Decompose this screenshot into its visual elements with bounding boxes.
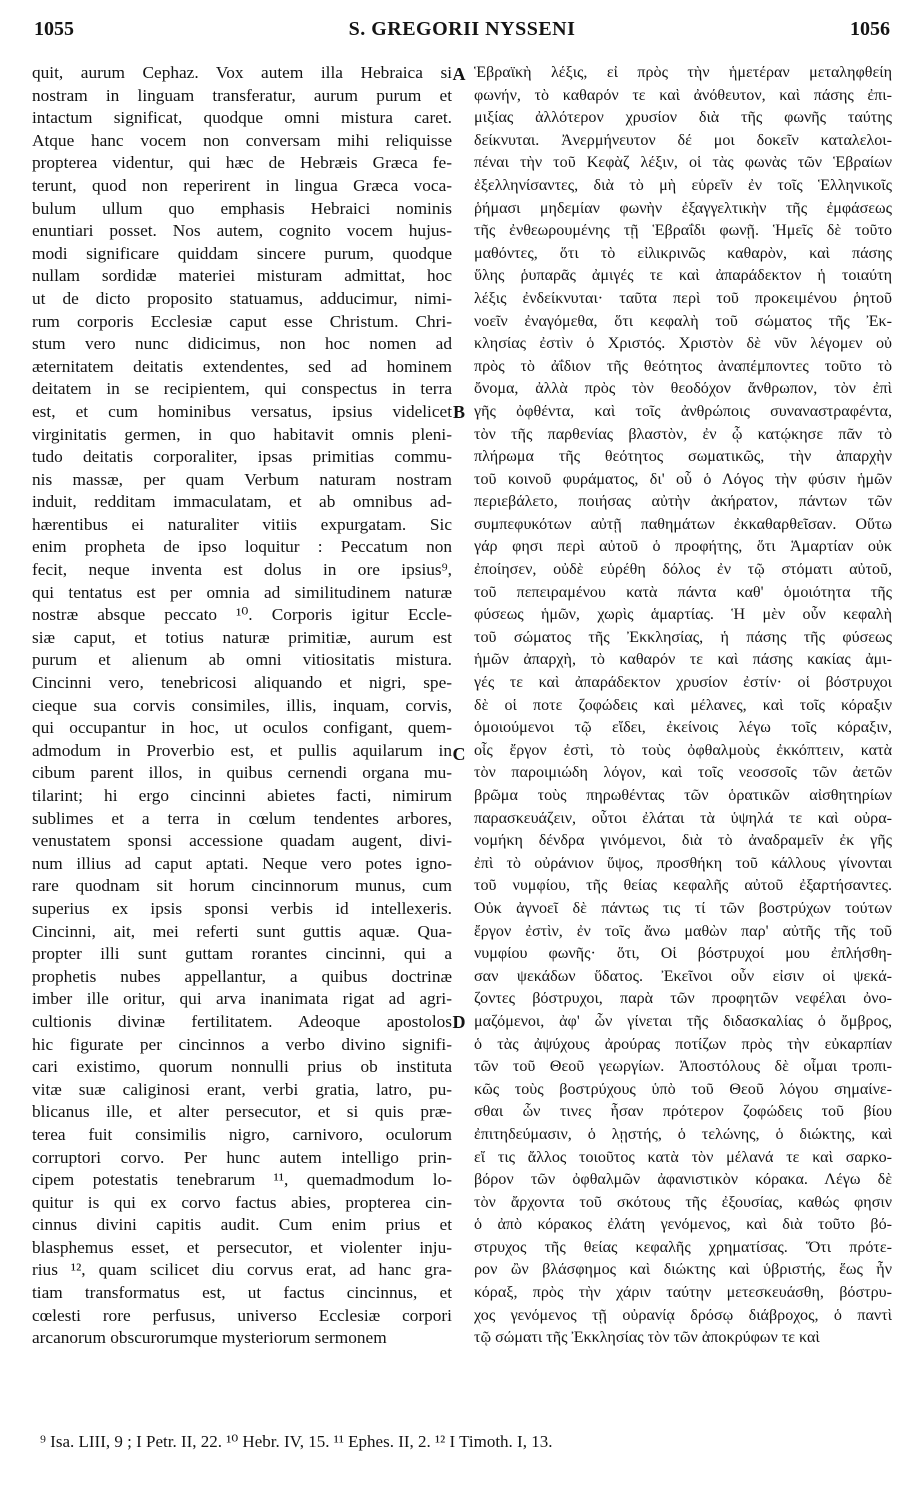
latin-text-line: rum corporis Ecclesiæ caput esse Christum. Chri- [32, 311, 452, 331]
greek-text-line: ὄνομα, ἀλλὰ πρὸς τὸν θεοδόχον ἄνθρωπον, τὸν ἐπὶ [474, 380, 892, 398]
greek-text-line: γῆς ὀφθέντα, καὶ τοῖς ἀνθρώποις συναναστραφέντα, [474, 402, 892, 420]
greek-text-line: παρασκευάζειν, οὗτοι ἐλάται τὰ ὑψηλά τε καὶ οὐρα- [474, 809, 892, 827]
greek-text-line: σθαι ὧν τινες ἦσαν πρότερον ζοφώδεις τοῦ βίου [474, 1103, 892, 1121]
latin-text-line: blasphemus esset, et persecutor, et violenter inju- [32, 1237, 452, 1257]
latin-text-line: intactum significat, quodque omni mistura caret. [32, 108, 452, 128]
latin-text-line: hærentibus ei naturaliter vitiis expurgatam. Sic [32, 514, 452, 534]
latin-text-line: tiam transformatus est, ut factus cincinnus, et [32, 1283, 452, 1303]
latin-text-line: venustatem sponsi accessione quadam augent, divi- [32, 831, 452, 851]
latin-text-line: enim propheta de ipso loquitur : Peccatum non [32, 537, 452, 557]
margin-marker-c: C [452, 744, 466, 764]
greek-text-line: μαζόμενοι, ἀφ' ὧν γίνεται τῆς διδασκαλίας ὁ ὄμβρος, [474, 1012, 892, 1030]
latin-text-line: purum et alienum ab omni vitiositatis mistura. [32, 650, 452, 670]
greek-text-line: στρυχος τῆς θείας κεφαλῆς χρηματίσας. Ὅτι πρότε- [474, 1238, 892, 1256]
greek-text-line: νομήκη δένδρα γινόμενοι, διὰ τὸ ἀναδραμεῖν ἐκ γῆς [474, 832, 892, 850]
greek-text-line: δείκνυται. Ἀνερμήνευτον δέ μοι δοκεῖν καταλελοι- [474, 131, 892, 149]
greek-text-line: ρον ὢν βλάσφημος καὶ διώκτης καὶ ὑβριστής, ἕως ἦν [474, 1261, 892, 1279]
latin-text-line: stum vero nunc didicimus, non hoc nomen ad [32, 334, 452, 354]
greek-text-line: νοεῖν ἐναγόμεθα, ὅτι κεφαλὴ τοῦ σώματος τῆς Ἐκ- [474, 312, 892, 330]
greek-text-line: τὸν παροιμιώδη λόγον, καὶ τοῖς νεοσσοῖς τῶν ἀετῶν [474, 764, 892, 782]
greek-text-line: Οὐκ ἀγνοεῖ δὲ πάντως τις τί τῶν βοστρύχων τούτων [474, 899, 892, 917]
greek-text-line: πέναι τὴν τοῦ Κεφὰζ λέξιν, οἱ τὰς φωνὰς τῶν Ἑβραίων [474, 154, 892, 172]
latin-text-line: nostræ absque peccato ¹⁰. Corporis igitur Eccle- [32, 605, 452, 625]
latin-text-line: num illius ad caput aptati. Neque vero potes igno- [32, 853, 452, 873]
latin-text-line: quit, aurum Cephaz. Vox autem illa Hebraica si [32, 63, 452, 82]
greek-text-line: δὲ οἱ ποτε ζοφώδεις καὶ μέλανες, καὶ τοῖς κόραξιν [474, 696, 892, 714]
greek-text-line: εἴ τις ἄλλος τοιοῦτος κατὰ τὸν μέλανά τε καὶ σαρκο- [474, 1148, 892, 1166]
latin-text-line: Cincinni, ait, mei referti sunt guttis aquæ. Qua- [32, 921, 452, 941]
greek-text-line: τῶν τοῦ Θεοῦ γεωργίων. Ἀποστόλους δὲ οἶμαι τροπι- [474, 1058, 892, 1076]
greek-text-line: πρὸς τὸ ἀΐδιον τῆς θεότητος ἀναπέμποντες τοῦτο τὸ [474, 357, 892, 375]
greek-text-line: συμπεφυκότων αὐτῇ παθημάτων ἐκκαθαρθεῖσαν. Οὕτω [474, 515, 892, 533]
greek-text-line: μαθόντες, ὅτι τὸ εἰλικρινῶς καθαρὸν, καὶ πάσης [474, 244, 892, 262]
latin-text-line: cultionis divinæ fertilitatem. Adeoque apostolos [32, 1011, 452, 1031]
running-title: S. GREGORII NYSSENI [348, 18, 576, 40]
latin-column [32, 62, 452, 1422]
latin-text-line: Cincinni vero, tenebricosi aliquando et nigri, spe- [32, 673, 452, 693]
latin-text-line: terea fuit consimilis nigro, carnivoro, oculorum [32, 1124, 452, 1144]
page-header [34, 18, 890, 44]
greek-column [474, 62, 892, 1422]
greek-text-line: Ἑβραϊκὴ λέξις, εἰ πρὸς τὴν ἡμετέραν μεταληφθείη [474, 64, 892, 81]
greek-text-line: τὸν ἄρχοντα τοῦ σκότους τῆς ἐξουσίας, καθώς φησιν [474, 1193, 892, 1211]
latin-text-line: rare quodnam sit horum cincinnorum munus, cum [32, 876, 452, 896]
latin-text-line: corruptori corvo. Per hunc autem intelligo prin- [32, 1147, 452, 1167]
greek-text-line: σαν ψεκάδων ὕδατος. Ἐκεῖνοι οὖν εἰσιν οἱ ψεκά- [474, 967, 892, 985]
latin-text-line: deitatem in se recipientem, qui conspectus in terra [32, 379, 452, 399]
greek-text-line: γές τε καὶ ἀπαράδεκτον χρυσίον ἐστίν· οἱ βόστρυχοι [474, 674, 892, 692]
latin-text-line: cœlesti rore perfusus, universo Ecclesiæ corpori [32, 1305, 452, 1325]
greek-text-line: ὁ τὰς ἀψύχους ἀρούρας ποτίζων πρὸς τὴν εὐκαρπίαν [474, 1035, 892, 1053]
latin-text-line: cibum parent illos, in quibus cernendi organa mu- [32, 763, 452, 783]
greek-text-line: κλησίας ἐστὶν ὁ Χριστός. Χριστὸν δὲ νῦν λέγομεν οὐ [474, 335, 892, 353]
greek-text-line: ῥήμασι μηδεμίαν φωνὴν ἐξαγγελτικὴν τῆς ἐμφάσεως [474, 199, 892, 217]
latin-text-line: cari existimo, quorum nonnulli prius ob instituta [32, 1057, 452, 1077]
greek-text-line: ἐποίησεν, οὐδὲ εὑρέθη δόλος ἐν τῷ στόματι αὐτοῦ, [474, 561, 892, 579]
latin-text-line: sublimes et a terra in cœlum tendentes arbores, [32, 808, 452, 828]
latin-text-line: admodum in Proverbio est, et pullis aquilarum in [32, 740, 452, 760]
latin-text-line: quitur is qui ex corvo factus abies, propterea cin- [32, 1192, 452, 1212]
latin-text-line: arcanorum obscurorumque mysteriorum sermonem [32, 1328, 387, 1348]
latin-text-line: cieque sua corvis consimiles, illis, inquam, corvis, [32, 695, 452, 715]
footnotes: ⁹ Isa. LIII, 9 ; I Petr. II, 22. ¹⁰ Hebr. IV, 15. ¹¹ Ephes. II, 2. ¹² I Timoth. I, 13. [40, 1432, 553, 1451]
greek-text-line: ζοντες βόστρυχοι, παρὰ τῶν προφητῶν νεφέλαι ὀνο- [474, 990, 892, 1008]
greek-text-line: οἷς ἔργον ἐστὶ, τὸ τοὺς ὀφθαλμοὺς ἐκκόπτειν, κατὰ [474, 741, 892, 759]
latin-text-line: tudo deitatis corporaliter, ipsas primitias commu- [32, 447, 452, 467]
greek-text-line: κόραξ, πρὸς τὴν χάριν ταύτην μετεσκευάσθη, βόστρυ- [474, 1284, 892, 1302]
greek-text-line: τοῦ κοινοῦ φυράματος, δι' οὗ ὁ Λόγος τὴν φύσιν ἡμῶν [474, 470, 892, 488]
latin-text-line: propter illi sunt guttam rorantes cincinni, qui a [32, 944, 452, 964]
latin-text-line: est, et cum hominibus versatus, ipsius videlicet [32, 401, 452, 421]
latin-text-line: blicanus ille, et alter persecutor, et si quis præ- [32, 1102, 452, 1122]
latin-text-line: nullam sordidæ materiei misturam admittat, hoc [32, 266, 452, 286]
latin-text-line: ut de dicto proposito statuamus, adducimur, nimi- [32, 288, 452, 308]
latin-text-line: Atque hanc vocem non conversam mihi reliquisse [32, 130, 452, 150]
greek-text-line: φωνήν, τὸ καθαρόν τε καὶ ἀνόθευτον, καὶ πάσης ἐπι- [474, 86, 892, 104]
greek-text-line: τῷ σώματι τῆς Ἐκκλησίας τὸν τῶν ἀποκρύφων τε καὶ [474, 1329, 820, 1347]
greek-text-line: ἐξελληνίσαντες, διὰ τὸ μὴ εὑρεῖν ἐν τοῖς Ἑλληνικοῖς [474, 176, 892, 194]
greek-text-line: βρῶμα τοὺς πηρωθέντας τῶν ὁρατικῶν αἰσθητηρίων [474, 787, 892, 804]
greek-text-line: κῶς τοὺς βοστρύχους ὑπὸ τοῦ Θεοῦ λόγου σημαίνε- [474, 1080, 892, 1098]
margin-marker-a: A [452, 64, 466, 84]
latin-text-line: siæ caput, et totius naturæ primitiæ, aurum est [32, 627, 452, 647]
latin-text-line: nostram in linguam transferatur, aurum purum et [32, 85, 452, 105]
greek-text-line: ὕλης ῥυπαρᾶς ἀμιγές τε καὶ ἀπαράδεκτον ἡ τοιαύτη [474, 267, 892, 285]
greek-text-line: ἐπὶ τὸ οὐράνιον ὕψος, προσθήκη τοῦ κάλλους γίνονται [474, 854, 892, 872]
latin-text-line: qui tentatus est per omnia ad similitudinem naturæ [32, 582, 452, 602]
latin-text-line: cinnus divini capitis audit. Cum enim prius et [32, 1215, 452, 1235]
greek-text-line: χος γενόμενος τῇ οὐρανίᾳ δρόσῳ διάβροχος, ὁ παντὶ [474, 1306, 892, 1324]
latin-text-line: vitæ suæ caliginosi erant, verbi gratia, latro, pu- [32, 1079, 452, 1099]
greek-text-line: ὁμοιούμενοι τῷ εἴδει, ἐκείνοις λέγω τοῖς κόραξιν, [474, 719, 892, 737]
greek-text-line: τοῦ σώματος τῆς Ἐκκλησίας, ἡ πάσης τῆς φύσεως [474, 628, 892, 646]
greek-text-line: τοῦ νυμφίου, τῆς θείας κεφαλῆς αὐτοῦ ἐξαρτήσαντες. [474, 877, 892, 895]
margin-marker-d: D [452, 1012, 466, 1032]
greek-text-line: μιξίας ἀλλότερον χρυσίον διὰ τῆς φωνῆς ταύτης [474, 109, 892, 127]
greek-text-line: νυμφίου φωνῆς· ὅτι, Οἱ βόστρυχοί μου ἐπλήσθη- [474, 945, 892, 963]
greek-text-line: πλήρωμα τῆς θεότητος σωματικῶς, τὴν ἀπαρχὴν [474, 448, 892, 466]
margin-marker-b: B [452, 402, 465, 422]
latin-text-line: modi significare quiddam sincere purum, quodque [32, 243, 452, 263]
greek-text-line: τὸν τῆς παρθενίας βλαστὸν, ἐν ᾧ κατῴκησε πᾶν τὸ [474, 425, 892, 443]
latin-text-line: æternitatem deitatis extendentes, sed ad hominem [32, 356, 452, 376]
greek-text-line: λέξις ἐνδείκνυται· ταῦτα περὶ τοῦ προκειμένου ῥητοῦ [474, 289, 892, 307]
latin-text-line: superius ex ipsis sponsi verbis id intellexeris. [32, 898, 452, 918]
latin-text-line: tilarint; hi ergo cincinni abietes facti, nimirum [32, 786, 452, 805]
latin-text-line: prophetis nubes appellantur, a quibus doctrinæ [32, 966, 452, 986]
greek-text-line: γάρ φησι περὶ αὐτοῦ ὁ προφήτης, ὅτι Ἁμαρτίαν οὐκ [474, 538, 892, 556]
left-page-number: 1055 [34, 18, 74, 40]
greek-text-line: ἐπιτηδεύμασιν, ὁ λῃστής, ὁ τελώνης, ὁ διώκτης, καὶ [474, 1125, 892, 1143]
latin-text-line: rius ¹², quam scilicet diu corvus erat, ad hanc gra- [32, 1260, 452, 1280]
latin-text-line: virginitatis germen, in quo habitavit omnis pleni- [32, 424, 452, 444]
latin-text-line: bulum ullum quo emphasis Hebraici nominis [32, 198, 452, 218]
greek-text-line: περιεβάλετο, ποιήσας αὐτὴν ἀκήρατον, πάντων τῶν [474, 493, 892, 511]
latin-text-line: qui occupantur in hoc, ut oculos configant, quem- [32, 718, 452, 738]
latin-text-line: cipem potestatis tenebrarum ¹¹, quemadmodum lo- [32, 1170, 452, 1190]
latin-text-line: terunt, quod non reperirent in lingua Græca voca- [32, 175, 452, 195]
greek-text-line: ὁ ἀπὸ κόρακος ἐλάτη γενόμενος, καὶ διὰ τοῦτο βό- [474, 1216, 892, 1234]
right-page-number: 1056 [850, 18, 890, 40]
greek-text-line: βόρον τῶν ὀφθαλμῶν ἀφανιστικὸν κόρακα. Λέγω δὲ [474, 1171, 892, 1189]
latin-text-line: imber ille oritur, qui arva inanimata rigat ad agri- [32, 989, 452, 1009]
greek-text-line: ἡμῶν ἀπαρχὴ, τὸ καθαρόν τε καὶ πάσης κακίας ἀμι- [474, 651, 892, 669]
latin-text-line: hic figurate per cincinnos a verbo divino signifi- [32, 1034, 452, 1054]
greek-text-line: ἔργον ἐστὶν, ἐν τοῖς ἄνω μαθὼν παρ' αὐτῆς τῆς τοῦ [474, 922, 892, 940]
latin-text-line: nis massæ, per quam Verbum naturam nostram [32, 469, 452, 489]
latin-text-line: propterea videntur, qui hæc de Hebræis Græca fe- [32, 153, 452, 173]
greek-text-line: τῆς ἐνθεωρουμένης τῇ Ἑβραΐδι φωνῇ. Ἡμεῖς δὲ τοῦτο [474, 222, 892, 240]
latin-text-line: induit, redditam immaculatam, et ab omnibus ad- [32, 492, 452, 512]
latin-text-line: enuntiari posset. Nos autem, cognito vocem hujus- [32, 221, 452, 241]
greek-text-line: φύσεως ἡμῶν, χωρὶς ἁμαρτίας. Ἡ μὲν οὖν κεφαλὴ [474, 606, 892, 624]
greek-text-line: τοῦ πεπειραμένου κατὰ πάντα καθ' ὁμοιότητα τῆς [474, 583, 892, 601]
latin-text-line: fecit, neque inventa est dolus in ore ipsius⁹, [32, 560, 452, 580]
